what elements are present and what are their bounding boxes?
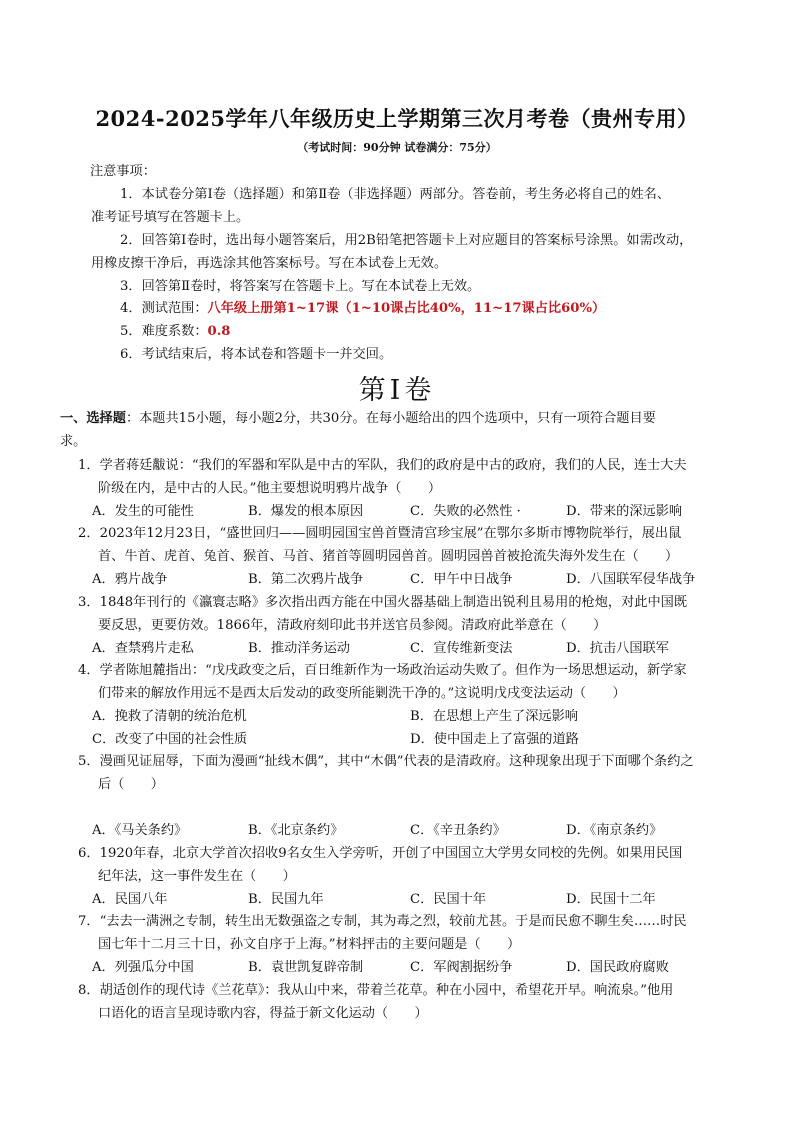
note-4: [120, 300, 605, 318]
q1-option-b: B．爆发的根本原因: [248, 504, 364, 519]
section-instructions-label: 一、选择题: [60, 411, 126, 426]
note-1-line-1: 1．本试卷分第Ⅰ卷（选择题）和第Ⅱ卷（非选择题）两部分。答卷前，考生务必将自己的姓名、: [120, 187, 671, 202]
note-3: 3．回答第Ⅱ卷时，将答案写在答题卡上。写在本试卷上无效。: [120, 279, 481, 294]
q3-option-d: D．抗击八国联军: [566, 641, 669, 656]
q1-option-a: A．发生的可能性: [92, 504, 194, 519]
question-2-line-1: 2．2023年12月23日，“盛世回归——圆明园国宝兽首暨清宫珍宝展”在鄂尔多斯市博物院举行，展出鼠: [78, 526, 682, 541]
exam-title: 2024-2025学年八年级历史上学期第三次月考卷（贵州专用）: [95, 106, 699, 131]
question-7-line-2: 国七年十二月三十日，孙文自序于上海。”材料抨击的主要问题是（ ）: [98, 937, 521, 952]
q4-option-a: A．挽救了清朝的统治危机: [92, 709, 247, 724]
question-7-line-1: 7．“去去一满洲之专制，转生出无数强盗之专制，其为毒之烈，较前尤甚。于是而民愈不聊生矣……时民: [78, 914, 687, 929]
note-2-line-1: 2．回答第Ⅰ卷时，选出每小题答案后，用2B铅笔把答题卡上对应题目的答案标号涂黑。如需改动，: [120, 233, 693, 248]
q6-option-c: C．民国十年: [410, 892, 487, 907]
question-4-line-2: 们带来的解放作用远不是西太后发动的政变所能剿洗干净的。”这说明戊戌变法运动（ ）: [98, 686, 626, 701]
q2-option-d: D．八国联军侵华战争: [566, 572, 696, 587]
q2-option-b: B．第二次鸦片战争: [248, 572, 364, 587]
question-3-line-1: 3．1848年刊行的《瀛寰志略》多次指出西方能在中国火器基础上制造出锐利且易用的枪炮，对此中国既: [78, 595, 688, 610]
question-5-line-1: 5．漫画见证屈辱，下面为漫画“扯线木偶”，其中“木偶”代表的是清政府。这种现象出现于下面哪个条约之: [78, 754, 694, 769]
difficulty-value: 0.8: [207, 324, 231, 339]
notes-heading: 注意事项：: [90, 164, 156, 179]
note-2-line-2: 用橡皮擦干净后，再选涂其他答案标号。写在本试卷上无效。: [91, 256, 448, 271]
section-instructions-line-2: 求。: [60, 434, 87, 449]
section-instructions-text: ：本题共15小题，每小题2分，共30分。在每小题给出的四个选项中，只有一项符合题目要: [125, 411, 656, 426]
q7-option-d: D．国民政府腐败: [566, 960, 669, 975]
section-instructions-line-1: [60, 410, 656, 428]
note-5-prefix: 5．难度系数：: [120, 324, 208, 339]
question-1-line-1: 1．学者蒋廷黻说：“我们的军器和军队是中古的军队，我们的政府是中古的政府，我们的人民，连士大夫: [78, 458, 687, 473]
note-1-line-2: 准考证号填写在答题卡上。: [91, 210, 250, 225]
q4-option-d: D．使中国走上了富强的道路: [410, 732, 579, 747]
q6-option-b: B．民国九年: [248, 892, 324, 907]
q6-option-a: A．民国八年: [92, 892, 168, 907]
q2-option-c: C．甲午中日战争: [410, 572, 513, 587]
q7-option-c: C．军阀割据纷争: [410, 960, 513, 975]
q5-option-a: A．《马关条约》: [92, 823, 188, 838]
q2-option-a: A．鸦片战争: [92, 572, 168, 587]
q4-option-b: B．在思想上产生了深远影响: [410, 709, 578, 724]
note-5: [120, 323, 230, 341]
question-6-line-1: 6．1920年春，北京大学首次招收9名女生入学旁听，开创了中国国立大学男女同校的先例。如果用民国: [78, 846, 683, 861]
q3-option-b: B．推动洋务运动: [248, 641, 351, 656]
q3-option-c: C．宣传维新变法: [410, 641, 513, 656]
question-6-line-2: 纪年法，这一事件发生在（ ）: [98, 869, 296, 884]
question-4-line-1: 4．学者陈旭麓指出：“戊戌政变之后，百日维新作为一场政治运动失败了。但作为一场思想运动，新学家: [78, 663, 687, 678]
q7-option-b: B．袁世凯复辟帝制: [248, 960, 364, 975]
q1-option-c: C．失败的必然性 ·: [410, 504, 521, 519]
question-2-line-2: 首、牛首、虎首、兔首、猴首、马首、猪首等圆明园兽首。圆明园兽首被抢流失海外发生在（ ）: [98, 549, 679, 564]
question-3-line-2: 要反思，更要仿效。1866年，清政府刻印此书并送官员参阅。清政府此举意在（ ）: [98, 618, 607, 633]
q7-option-a: A．列强瓜分中国: [92, 960, 194, 975]
note-6: 6．考试结束后，将本试卷和答题卡一并交回。: [120, 347, 393, 362]
test-range: 八年级上册第1~17课（1~10课占比40%，11~17课占比60%）: [207, 301, 606, 316]
q4-option-c: C．改变了中国的社会性质: [92, 732, 248, 747]
q6-option-d: D．民国十二年: [566, 892, 656, 907]
exam-subtitle: （考试时间：90分钟 试卷满分：75分）: [297, 141, 497, 154]
q1-option-d: D．带来的深远影响: [566, 504, 683, 519]
q5-option-d: D．《南京条约》: [566, 823, 663, 838]
question-8-line-2: 口语化的语言呈现诗歌内容，得益于新文化运动（ ）: [98, 1006, 428, 1021]
q5-option-c: C．《辛丑条约》: [410, 823, 506, 838]
q3-option-a: A．查禁鸦片走私: [92, 641, 194, 656]
question-5-line-2: 后（ ）: [98, 777, 164, 792]
question-8-line-1: 8．胡适创作的现代诗《兰花草》：我从山中来，带着兰花草。种在小园中，希望花开早。响流泉。”他用: [78, 983, 674, 998]
question-1-line-2: 阶级在内，是中古的人民。”他主要想说明鸦片战争（ ）: [98, 481, 442, 496]
note-4-prefix: 4．测试范围：: [120, 301, 208, 316]
section-title: 第Ⅰ卷: [358, 375, 436, 406]
q5-option-b: B．《北京条约》: [248, 823, 344, 838]
